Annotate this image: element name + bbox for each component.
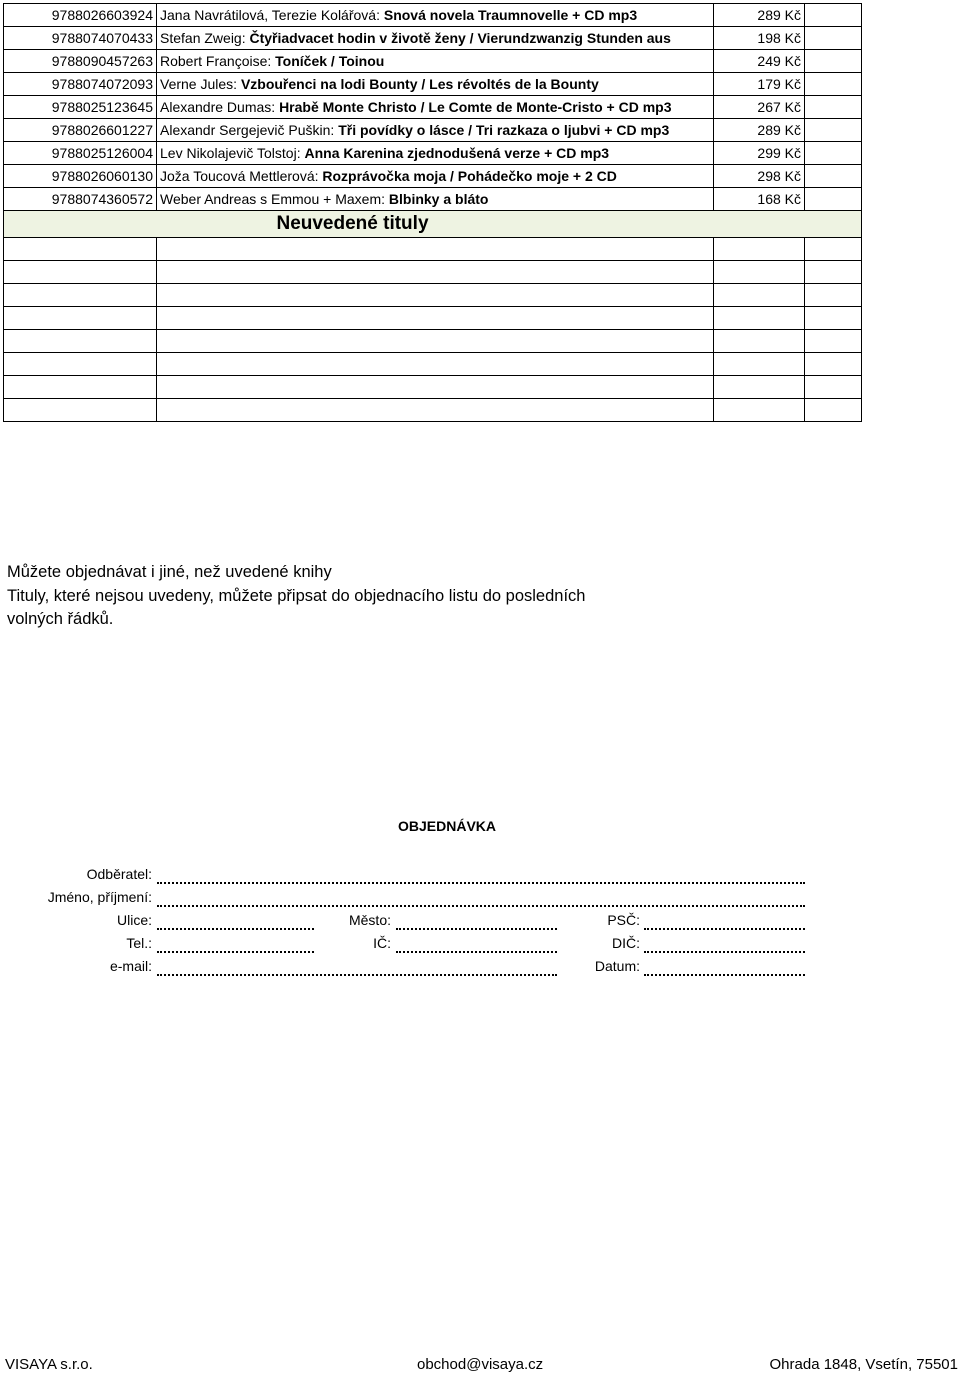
price-cell: 289 Kč: [714, 4, 805, 27]
isbn-cell: 9788026601227: [4, 119, 157, 142]
table-row: [4, 73, 862, 96]
email-row: [0, 956, 960, 976]
quantity-cell[interactable]: [805, 96, 862, 119]
empty-quantity-cell[interactable]: [805, 399, 862, 422]
author-text: Stefan Zweig:: [160, 30, 250, 46]
name-row: [0, 887, 960, 907]
zip-field[interactable]: [644, 928, 805, 930]
city-label: Město:: [348, 912, 391, 928]
footer-address: Ohrada 1848, Vsetín, 75501: [769, 1356, 958, 1373]
note-line: Můžete objednávat i jiné, než uvedené knihy: [7, 563, 332, 581]
empty-title-cell[interactable]: [157, 399, 714, 422]
isbn-cell: 9788025123645: [4, 96, 157, 119]
street-field[interactable]: [157, 928, 314, 930]
table-row: [4, 50, 862, 73]
book-table-body: [4, 4, 862, 422]
empty-row: [4, 330, 862, 353]
price-cell: 267 Kč: [714, 96, 805, 119]
empty-price-cell[interactable]: [714, 261, 805, 284]
empty-isbn-cell[interactable]: [4, 307, 157, 330]
empty-isbn-cell[interactable]: [4, 399, 157, 422]
empty-isbn-cell[interactable]: [4, 238, 157, 261]
table-row: [4, 142, 862, 165]
order-form-title: OBJEDNÁVKA: [398, 818, 497, 834]
isbn-cell: 9788026603924: [4, 4, 157, 27]
book-title-text: Čtyřiadvacet hodin v životě ženy / Vierundzwanzig Stunden aus: [249, 30, 671, 46]
section-title: [4, 211, 862, 238]
empty-quantity-cell[interactable]: [805, 330, 862, 353]
empty-row: [4, 261, 862, 284]
title-cell: [157, 73, 714, 96]
price-cell: 179 Kč: [714, 73, 805, 96]
vat-id-label: DIČ:: [612, 935, 640, 951]
customer-field[interactable]: [157, 882, 805, 884]
title-cell: [157, 142, 714, 165]
note-line: Tituly, které nejsou uvedeny, můžete připsat do objednacího listu do posledních: [7, 586, 586, 605]
empty-quantity-cell[interactable]: [805, 376, 862, 399]
quantity-cell[interactable]: [805, 27, 862, 50]
price-cell: 168 Kč: [714, 188, 805, 211]
author-text: Verne Jules:: [160, 76, 241, 92]
empty-isbn-cell[interactable]: [4, 330, 157, 353]
note-line: volných řádků.: [7, 610, 114, 628]
empty-row: [4, 376, 862, 399]
section-header-row: [4, 211, 862, 238]
author-text: Robert Françoise:: [160, 53, 276, 69]
empty-quantity-cell[interactable]: [805, 238, 862, 261]
quantity-cell[interactable]: [805, 119, 862, 142]
table-row: [4, 4, 862, 27]
title-cell: [157, 165, 714, 188]
phone-label: Tel.:: [126, 935, 152, 951]
empty-quantity-cell[interactable]: [805, 284, 862, 307]
phone-field[interactable]: [157, 951, 314, 953]
empty-price-cell[interactable]: [714, 330, 805, 353]
isbn-cell: 9788026060130: [4, 165, 157, 188]
empty-title-cell[interactable]: [157, 284, 714, 307]
author-text: Lev Nikolajevič Tolstoj:: [160, 145, 305, 161]
empty-price-cell[interactable]: [714, 376, 805, 399]
quantity-cell[interactable]: [805, 142, 862, 165]
zip-label: PSČ:: [607, 912, 640, 928]
book-order-sheet: [3, 3, 862, 422]
empty-isbn-cell[interactable]: [4, 261, 157, 284]
date-field[interactable]: [644, 974, 805, 976]
isbn-cell: 9788090457263: [4, 50, 157, 73]
empty-quantity-cell[interactable]: [805, 353, 862, 376]
order-notes: [7, 561, 647, 632]
quantity-cell[interactable]: [805, 73, 862, 96]
footer-company: VISAYA s.r.o.: [5, 1356, 93, 1373]
table-row: [4, 165, 862, 188]
footer-email[interactable]: obchod@visaya.cz: [417, 1356, 544, 1373]
book-title-text: Vzbouřenci na lodi Bounty / Les révoltés de la Bounty: [240, 76, 599, 92]
empty-title-cell[interactable]: [157, 376, 714, 399]
isbn-cell: 9788074360572: [4, 188, 157, 211]
street-label: Ulice:: [116, 912, 152, 928]
empty-row: [4, 238, 862, 261]
table-row: [4, 96, 862, 119]
date-label: Datum:: [594, 958, 640, 974]
book-title-text: Snová novela Traumnovelle + CD mp3: [383, 7, 638, 23]
city-field[interactable]: [396, 928, 557, 930]
price-cell: 298 Kč: [714, 165, 805, 188]
quantity-cell[interactable]: [805, 50, 862, 73]
book-title-text: Toníček / Toinou: [275, 53, 385, 69]
empty-title-cell[interactable]: [157, 238, 714, 261]
empty-title-cell[interactable]: [157, 330, 714, 353]
quantity-cell[interactable]: [805, 4, 862, 27]
customer-row: [0, 864, 960, 884]
name-label: Jméno, příjmení:: [47, 889, 152, 905]
title-cell: [157, 50, 714, 73]
book-title-text: Blbinky a bláto: [388, 191, 489, 207]
empty-quantity-cell[interactable]: [805, 307, 862, 330]
empty-isbn-cell[interactable]: [4, 376, 157, 399]
empty-price-cell[interactable]: [714, 353, 805, 376]
table-row: [4, 188, 862, 211]
street-row: [0, 910, 960, 930]
empty-row: [4, 307, 862, 330]
company-id-label: IČ:: [373, 935, 391, 951]
email-field[interactable]: [157, 974, 557, 976]
book-title-text: Rozprávočka moja / Pohádečko moje + 2 CD: [322, 168, 617, 184]
title-cell: [157, 27, 714, 50]
empty-quantity-cell[interactable]: [805, 261, 862, 284]
isbn-cell: 9788025126004: [4, 142, 157, 165]
table-row: [4, 27, 862, 50]
price-cell: 249 Kč: [714, 50, 805, 73]
author-text: Joža Toucová Mettlerová:: [160, 168, 323, 184]
empty-row: [4, 399, 862, 422]
empty-row: [4, 284, 862, 307]
title-cell: [157, 4, 714, 27]
author-text: Weber Andreas s Emmou + Maxem:: [160, 191, 389, 207]
empty-title-cell[interactable]: [157, 261, 714, 284]
vat-id-field[interactable]: [644, 951, 805, 953]
table-row: [4, 119, 862, 142]
empty-isbn-cell[interactable]: [4, 353, 157, 376]
empty-price-cell[interactable]: [714, 307, 805, 330]
price-cell: 289 Kč: [714, 119, 805, 142]
name-field[interactable]: [157, 905, 805, 907]
book-title-text: Hrabě Monte Christo / Le Comte de Monte-Cristo + CD mp3: [279, 99, 672, 115]
isbn-cell: 9788074070433: [4, 27, 157, 50]
quantity-cell[interactable]: [805, 188, 862, 211]
title-cell: [157, 119, 714, 142]
empty-price-cell[interactable]: [714, 284, 805, 307]
customer-label: Odběratel:: [86, 866, 152, 882]
empty-price-cell[interactable]: [714, 399, 805, 422]
email-label: e-mail:: [109, 958, 152, 974]
title-cell: [157, 96, 714, 119]
empty-isbn-cell[interactable]: [4, 284, 157, 307]
price-cell: 198 Kč: [714, 27, 805, 50]
empty-row: [4, 353, 862, 376]
empty-title-cell[interactable]: [157, 353, 714, 376]
book-table: [3, 3, 862, 422]
empty-title-cell[interactable]: [157, 307, 714, 330]
price-cell: 299 Kč: [714, 142, 805, 165]
author-text: Alexandre Dumas:: [160, 99, 280, 115]
isbn-cell: 9788074072093: [4, 73, 157, 96]
book-title-text: Tři povídky o lásce / Tri razkaza o ljubvi + CD mp3: [338, 122, 670, 138]
phone-row: [0, 933, 960, 953]
quantity-cell[interactable]: [805, 165, 862, 188]
title-cell: [157, 188, 714, 211]
section-title-text: Neuvedené tituly: [276, 213, 429, 234]
author-text: Alexandr Sergejevič Puškin:: [160, 122, 339, 138]
book-title-text: Anna Karenina zjednodušená verze + CD mp3: [304, 145, 610, 161]
author-text: Jana Navrátilová, Terezie Kolářová:: [160, 7, 384, 23]
empty-price-cell[interactable]: [714, 238, 805, 261]
company-id-field[interactable]: [396, 951, 557, 953]
